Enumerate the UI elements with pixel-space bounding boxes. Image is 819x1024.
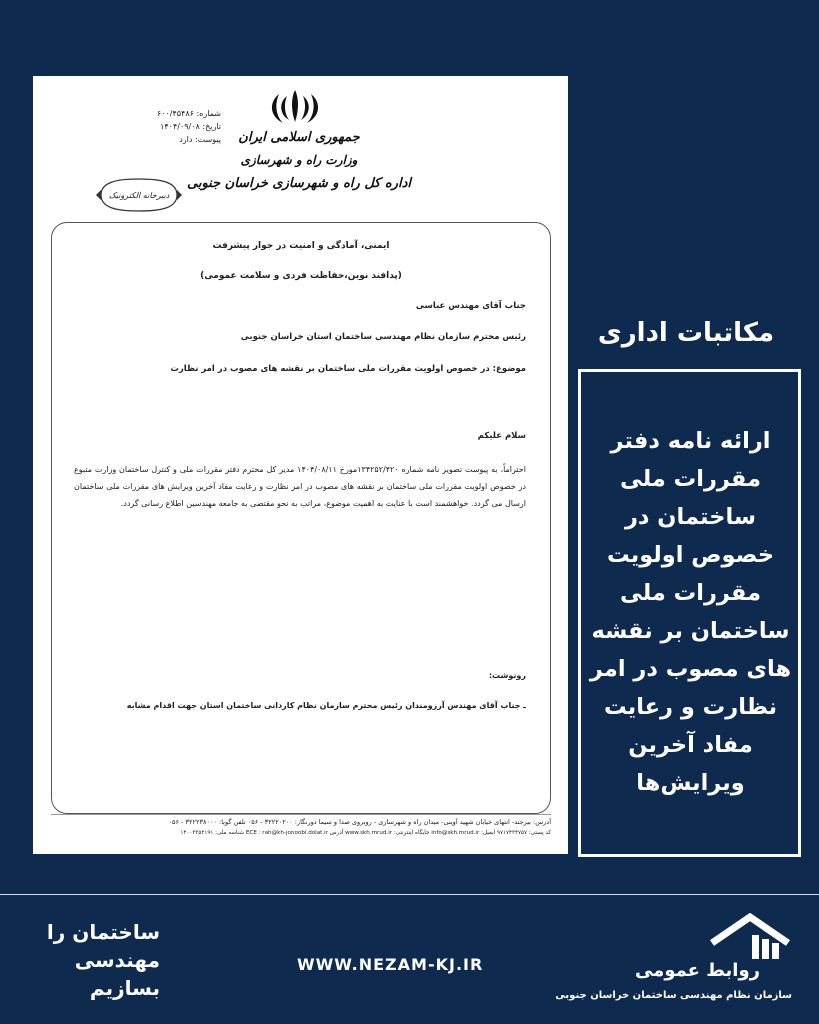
section-title: مکاتبات اداری (597, 318, 775, 348)
letter-body (51, 222, 551, 814)
cc-title: رونوشت: (488, 671, 526, 680)
letter-number: شماره: ۶۰۰/۴۵۴۸۶ (156, 109, 221, 118)
header-department: اداره کل راه و شهرسازی خراسان جنوبی (187, 176, 411, 191)
logo-subtitle: سازمان نظام مهندسی ساختمان خراسان جنوبی (555, 990, 792, 1001)
header-ministry: وزارت راه و شهرسازی (240, 153, 358, 167)
letter-footer-contacts: کد پستی: ۹۷۱۷۴۳۴۷۵۷ ایمیل: info@skh.mrud.ir جایگاه اینترنتی: www.skh.mrud.ir آدرس ECE : rah@kh-jonoobi.dolat.ir شناسه ملی: ۱۴۰۰۳۳۵۲۱۹۱ (180, 830, 551, 836)
letter-paragraph: احتراماً، به پیوست تصویر نامه شماره ۱۳۴۲۵۲/۴۲۰مورخ ۱۴۰۴/۰۸/۱۱ مدیر کل محترم دفتر مقررات ملی و کنترل ساختمان وزارت متبوع در خصوص اولویت مقررات ملی ساختمان بر نقشه های مصوب در امر نظارت و رعایت مفاد آخرین ویرایش های مقررات ملی ساختمان ارسال می گردد. خواهشمند است با عنایت به اهمیت موضوع، مراتب به نحو مقتضی به جامعه مهندسین اطلاع رسانی گردد. (74, 465, 527, 508)
post-title: ارائه نامه دفتر مقررات ملی ساختمان در خصوص اولویت مقررات ملی ساختمان بر نقشه های مصوب در امر نظارت و رعایت مفاد آخرین ویرایش‌ها (589, 428, 792, 796)
letter-header (183, 128, 415, 196)
letter-recipient-position: رئیس محترم سازمان نظام مهندسی ساختمان استان خراسان جنوبی (240, 332, 526, 342)
footer-divider (0, 894, 819, 895)
letter-footer (51, 814, 551, 839)
stamp-label: دبیرخانه الکترونیک (108, 190, 170, 200)
letter-slogan-sub: (پدافند نوین،حفاظت فردی و سلامت عمومی) (200, 271, 402, 281)
header-country: جمهوری اسلامی ایران (238, 130, 360, 145)
letter-salutation: سلام علیکم (477, 431, 526, 441)
iran-emblem-icon (265, 86, 325, 126)
footer-slogan: ساختمان را مهندسی بسازیم (46, 920, 160, 1000)
title-box (578, 369, 801, 857)
e-secretariat-stamp (93, 176, 185, 214)
letter-document (33, 76, 568, 854)
letter-attachment: پیوست: دارد (179, 135, 221, 144)
cc-item: ـ جناب آقای مهندس آرزومندان رئیس محترم سازمان نظام کاردانی ساختمان استان جهت اقدام مشابه (126, 701, 526, 710)
letter-recipient: جناب آقای مهندس عباسی (415, 301, 526, 311)
letter-date: تاریخ: ۱۴۰۴/۰۹/۰۸ (160, 122, 221, 131)
logo-title: روابط عمومی (634, 960, 760, 981)
letter-slogan: ایمنی، آمادگی و امنیت در جوار پیشرفت (212, 241, 390, 251)
letter-footer-address: آدرس: بیرجند- انتهای خیابان شهید آوینی- میدان راه و شهرسازی - روبروی صدا و سیما دورنگار: ۳۲۲۲۰۲۰۰ - ۰۵۶ تلفن گویا: ۳۲۲۲۳۸۰۰۰ - ۰۵۶ (168, 818, 551, 826)
letter-subject: موضوع: در خصوص اولویت مقررات ملی ساختمان بر نقشه های مصوب در امر نظارت (170, 364, 526, 374)
website-link[interactable]: WWW.NEZAM-KJ.IR (297, 955, 484, 974)
